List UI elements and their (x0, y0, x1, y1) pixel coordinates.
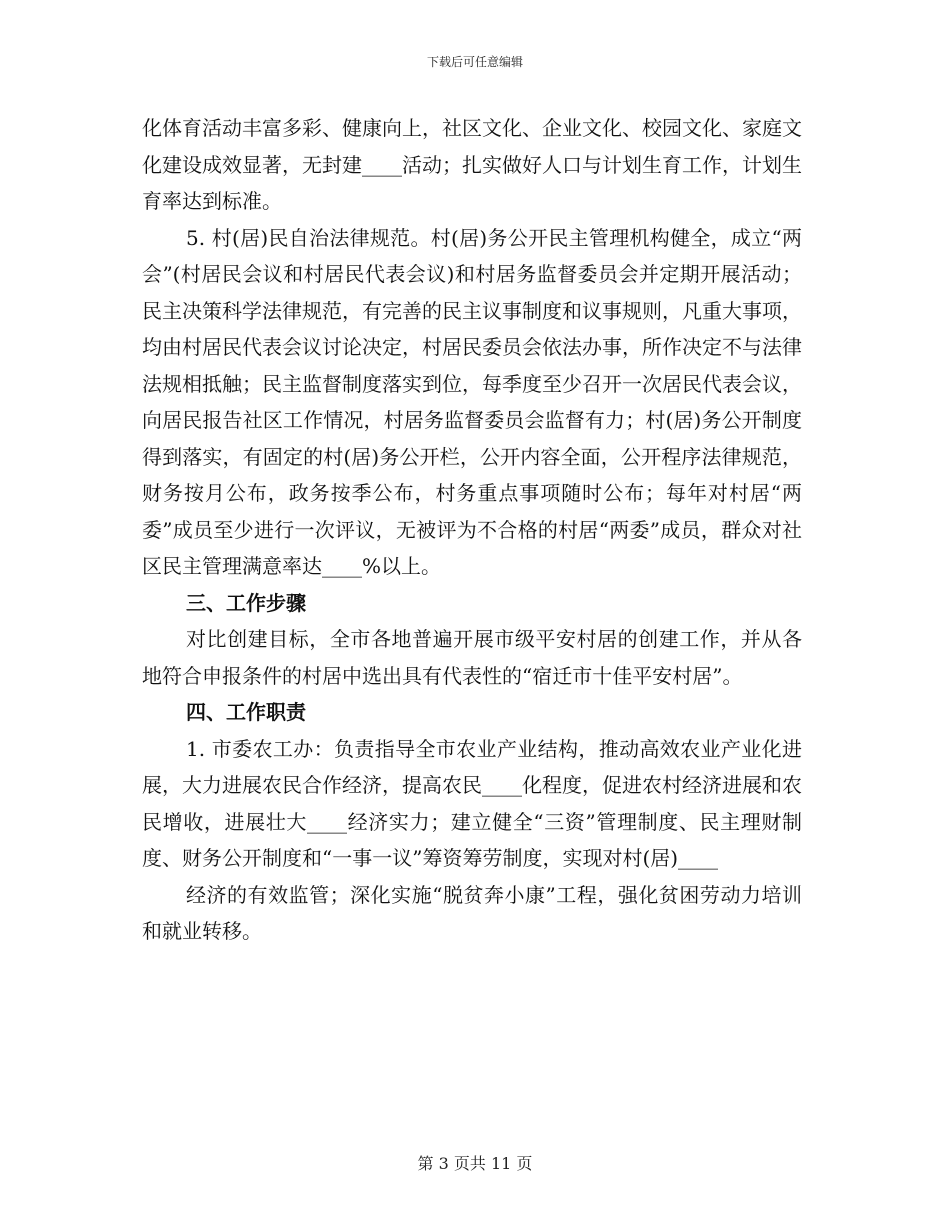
paragraph-rural-office-duties-continued: 经济的有效监管；深化实施“脱贫奔小康”工程，强化贫困劳动力培训和就业转移。 (142, 882, 802, 943)
section-heading-work-duties: 四、工作职责 (186, 700, 306, 724)
page-footer: 第 3 页共 11 页 (417, 1154, 533, 1173)
paragraph-culture-continued: 化体育活动丰富多彩、健康向上，社区文化、企业文化、校园文化、家庭文化建设成效显著，无封建____活动；扎实做好人口与计划生育工作，计划生育率达到标准。 (142, 116, 802, 213)
page-header: 下载后可任意编辑 (426, 55, 523, 69)
paragraph-rural-office-duties: 1. 市委农工办：负责指导全市农业产业结构，推动高效农业产业化进展，大力进展农民合作经济，提高农民____化程度，促进农村经济进展和农民增收，进展壮大____经济实力；建立健全“三资”管理制度、民主理财制度、财务公开制度和“一事一议”筹资筹劳制度，实现对村(居)____ (142, 736, 802, 870)
section-heading-work-steps: 三、工作步骤 (186, 590, 306, 615)
paragraph-villager-autonomy: 5. 村(居)民自治法律规范。村(居)务公开民主管理机构健全，成立“两会”(村居民会议和村居民代表会议)和村居务监督委员会并定期开展活动；民主决策科学法律规范，有完善的民主议事制度和议事规则，凡重大事项，均由村居民代表会议讨论决定，村居民委员会依法办事，所作决定不与法律法规相抵触；民主监督制度落实到位，每季度至少召开一次居民代表会议，向居民报告社区工作情况，村居务监督委员会监督有力；村(居)务公开制度得到落实，有固定的村(居)务公开栏，公开内容全面，公开程序法律规范，财务按月公布，政务按季公布，村务重点事项随时公布；每年对村居“两委”成员至少进行一次评议，无被评为不合格的村居“两委”成员，群众对社区民主管理满意率达____%以上。 (142, 225, 802, 578)
paragraph-work-steps: 对比创建目标，全市各地普遍开展市级平安村居的创建工作，并从各地符合申报条件的村居中选出具有代表性的“宿迁市十佳平安村居”。 (142, 627, 802, 688)
document-body (142, 110, 802, 950)
